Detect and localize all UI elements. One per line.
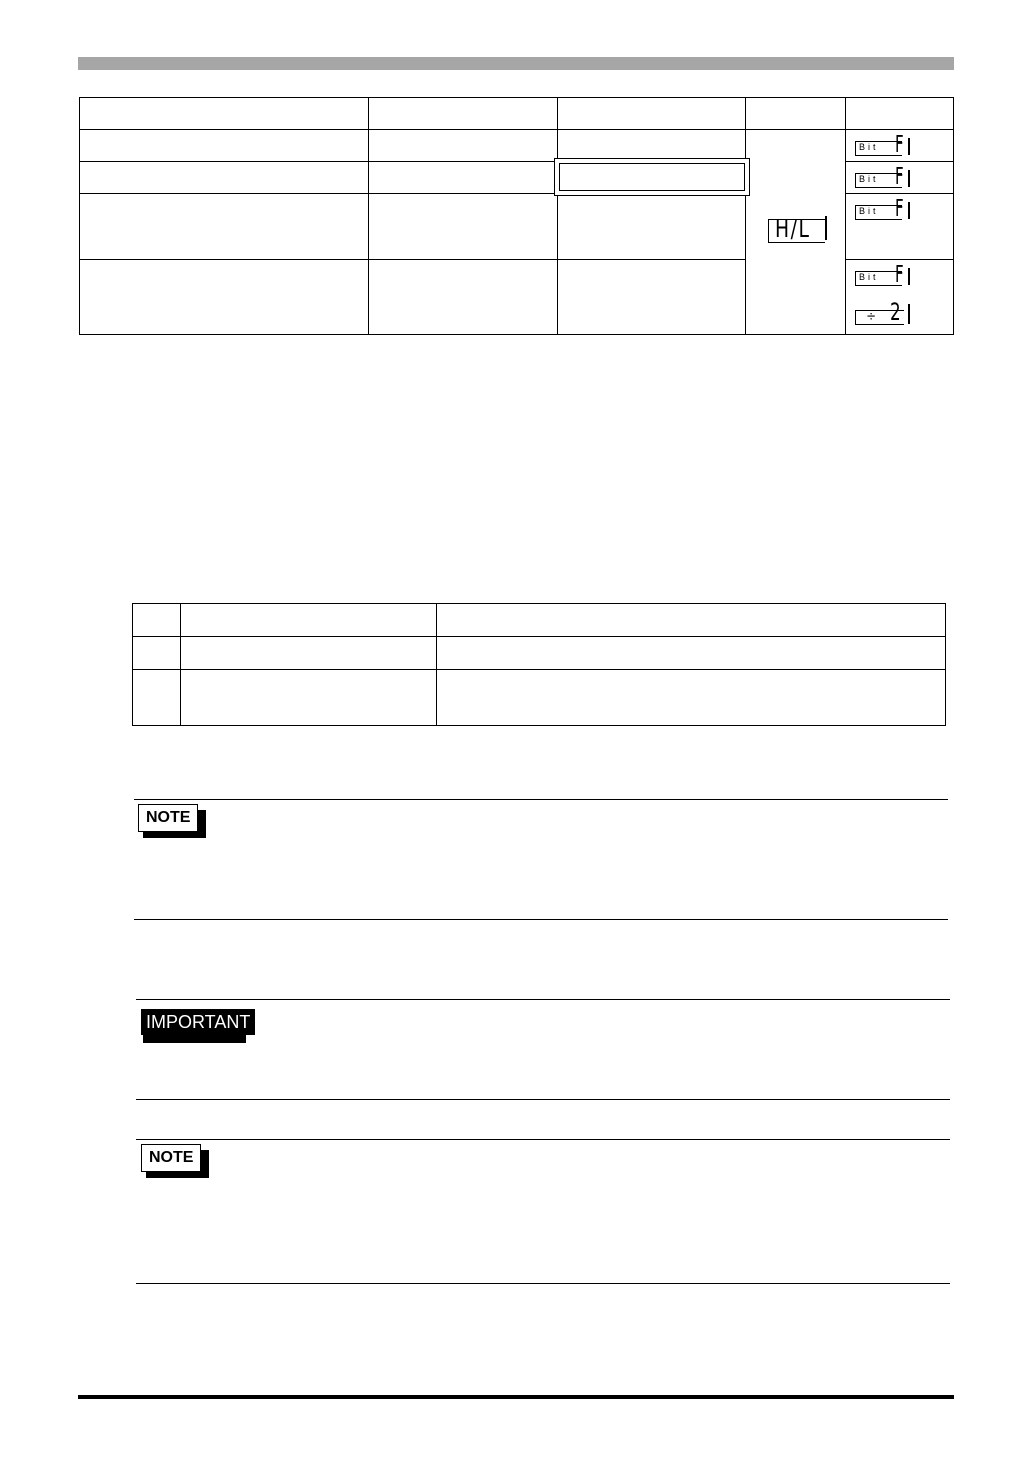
note-bottom-rule: [136, 1283, 950, 1284]
hl-icon: H/L: [768, 216, 830, 244]
note-top-rule: [134, 799, 948, 800]
footer-bar: [78, 1395, 954, 1399]
table-row: [133, 670, 946, 726]
bit-f-icon: Bit F: [855, 200, 913, 220]
divide-2-icon: ÷ 2: [855, 302, 915, 324]
note-bottom-rule: [134, 919, 948, 920]
note-top-rule: [136, 1139, 950, 1140]
bit-f-icon: Bit F: [855, 136, 913, 156]
header-cell: [369, 98, 558, 130]
table-row: [133, 637, 946, 670]
header-cell: [558, 98, 746, 130]
important-top-rule: [136, 999, 950, 1000]
table-header-row: [80, 98, 954, 130]
header-cell: [746, 98, 846, 130]
header-cell: [80, 98, 369, 130]
highlighted-cell-frame: [554, 158, 750, 196]
bit-f-icon: Bit F: [855, 168, 913, 188]
code-table: [132, 603, 946, 726]
table-row: [80, 130, 954, 162]
important-bottom-rule: [136, 1099, 950, 1100]
table-header-row: [133, 604, 946, 637]
bit-f-icon: Bit F: [855, 266, 913, 286]
header-bar: [78, 57, 954, 70]
header-cell: [846, 98, 954, 130]
